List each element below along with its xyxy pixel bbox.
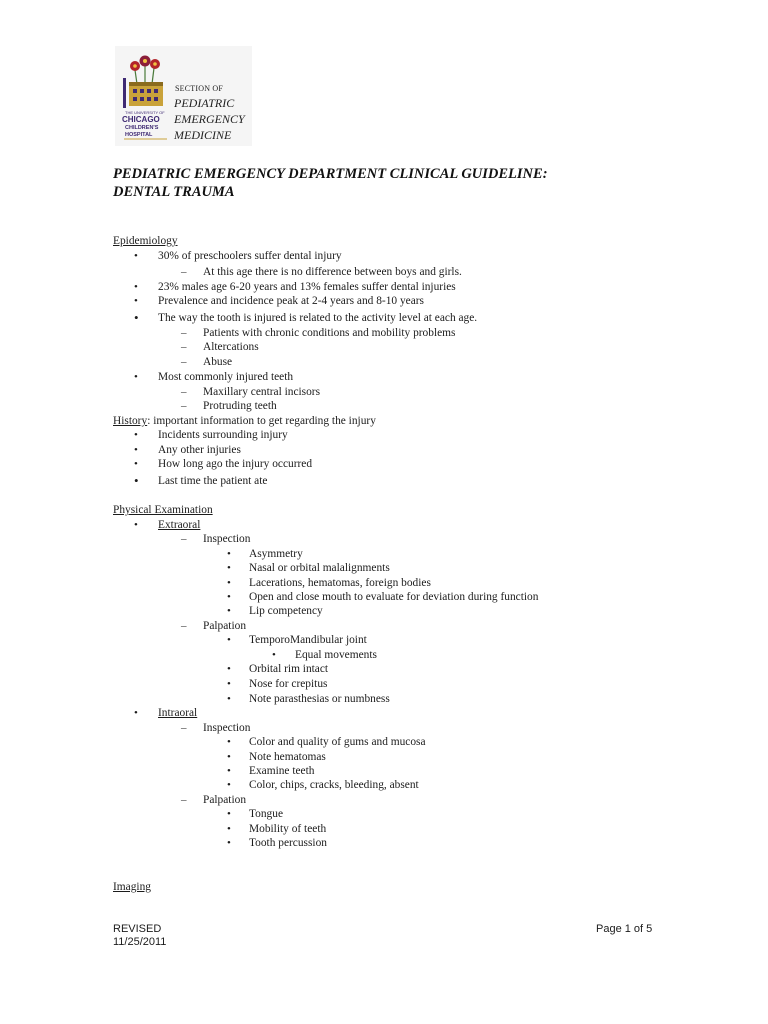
bullet-marker: •	[134, 295, 138, 307]
list-item: Any other injuries	[158, 444, 241, 456]
bullet-marker: •	[227, 736, 231, 748]
bullet-marker: •	[227, 577, 231, 589]
bullet-marker: •	[227, 548, 231, 560]
list-item: Nose for crepitus	[249, 678, 328, 690]
list-item: Tooth percussion	[249, 837, 327, 849]
document-title-line: PEDIATRIC EMERGENCY DEPARTMENT CLINICAL GUIDELINE:	[113, 166, 548, 182]
list-item: Color and quality of gums and mucosa	[249, 736, 426, 748]
dash-marker: –	[181, 327, 187, 339]
bullet-marker: •	[227, 779, 231, 791]
header-logo-block	[115, 46, 252, 146]
list-item: Most commonly injured teeth	[158, 371, 294, 383]
bullet-marker: •	[134, 281, 138, 293]
list-item: Palpation	[203, 620, 247, 632]
history-heading: History	[113, 415, 148, 427]
dash-marker: –	[181, 341, 187, 353]
list-item: Orbital rim intact	[249, 663, 329, 675]
bullet-marker: •	[134, 458, 138, 470]
bullet-marker: •	[227, 765, 231, 777]
bullet-marker: •	[227, 678, 231, 690]
list-item: TemporoMandibular joint	[249, 634, 367, 646]
dash-marker: –	[181, 722, 187, 734]
list-item: Last time the patient ate	[158, 475, 268, 487]
dash-marker: –	[181, 620, 187, 632]
bullet-marker: •	[134, 371, 138, 383]
dash-marker: –	[181, 386, 187, 398]
page-number: Page 1 of 5	[596, 923, 653, 935]
bullet-marker: •	[272, 649, 276, 661]
bullet-marker: •	[227, 634, 231, 646]
bullet-marker: •	[227, 693, 231, 705]
list-item: Patients with chronic conditions and mobility problems	[203, 327, 456, 339]
bullet-marker: •	[134, 707, 138, 719]
logo-text-line-3: CHILDREN'S	[125, 125, 159, 131]
section-title-line: MEDICINE	[174, 128, 232, 142]
bullet-marker: •	[134, 429, 138, 441]
logo-text-line-2: CHICAGO	[122, 115, 160, 124]
list-item: Inspection	[203, 722, 251, 734]
dash-marker: –	[181, 400, 187, 412]
history-intro: : important information to get regarding the injury	[147, 415, 376, 427]
intraoral-heading: Intraoral	[158, 707, 198, 719]
imaging-heading: Imaging	[113, 881, 151, 893]
list-item: Open and close mouth to evaluate for deviation during function	[249, 591, 539, 603]
section-title	[174, 95, 245, 143]
list-item: 30% of preschoolers suffer dental injury	[158, 250, 342, 262]
extraoral-heading: Extraoral	[158, 519, 201, 531]
physical-exam-heading: Physical Examination	[113, 504, 213, 516]
bullet-marker: •	[134, 310, 139, 325]
document-title	[113, 165, 633, 201]
list-item: Mobility of teeth	[249, 823, 327, 835]
dash-marker: –	[181, 356, 187, 368]
list-item: Asymmetry	[249, 548, 303, 560]
bullet-marker: •	[227, 837, 231, 849]
section-title-line: PEDIATRIC	[174, 96, 235, 110]
bullet-marker: •	[227, 591, 231, 603]
dash-marker: –	[181, 266, 187, 278]
footer-revised-date: 11/25/2011	[113, 936, 167, 948]
list-item: Equal movements	[295, 649, 377, 661]
bullet-marker: •	[227, 808, 231, 820]
dash-marker: –	[181, 794, 187, 806]
bullet-marker: •	[227, 823, 231, 835]
bullet-marker: •	[227, 562, 231, 574]
list-item: Palpation	[203, 794, 247, 806]
dash-marker: –	[181, 533, 187, 545]
hospital-logo	[121, 48, 177, 144]
list-item: Nasal or orbital malalignments	[249, 562, 390, 574]
logo-text-line-4: HOSPITAL	[125, 132, 153, 138]
bullet-marker: •	[227, 663, 231, 675]
footer-revised-label: REVISED	[113, 923, 162, 935]
list-item: The way the tooth is injured is related to the activity level at each age.	[158, 312, 478, 324]
list-item: Note hematomas	[249, 751, 326, 763]
list-item: Inspection	[203, 533, 251, 545]
bullet-marker: •	[227, 605, 231, 617]
list-item: How long ago the injury occurred	[158, 458, 313, 470]
list-item: Altercations	[203, 341, 259, 353]
bullet-marker: •	[134, 519, 138, 531]
logo-text-line-1: THE UNIVERSITY OF	[125, 110, 165, 115]
list-item: At this age there is no difference between boys and girls.	[203, 266, 462, 278]
section-title-line: EMERGENCY	[174, 112, 245, 126]
list-item: Color, chips, cracks, bleeding, absent	[249, 779, 419, 791]
list-item: Note parasthesias or numbness	[249, 693, 390, 705]
list-item: Protruding teeth	[203, 400, 277, 412]
list-item: Examine teeth	[249, 765, 315, 777]
list-item: Lip competency	[249, 605, 323, 617]
list-item: Incidents surrounding injury	[158, 429, 288, 441]
bullet-marker: •	[227, 751, 231, 763]
bullet-marker: •	[134, 250, 138, 262]
bullet-marker: •	[134, 473, 139, 488]
list-item: Lacerations, hematomas, foreign bodies	[249, 577, 431, 589]
history-heading-line	[113, 414, 376, 428]
list-item: Tongue	[249, 808, 283, 820]
list-item: 23% males age 6-20 years and 13% females suffer dental injuries	[158, 281, 456, 293]
section-label: SECTION OF	[175, 84, 224, 93]
epidemiology-heading: Epidemiology	[113, 235, 178, 247]
list-item: Prevalence and incidence peak at 2-4 years and 8-10 years	[158, 295, 424, 307]
document-title-line: DENTAL TRAUMA	[113, 184, 235, 200]
list-item: Maxillary central incisors	[203, 386, 321, 398]
bullet-marker: •	[134, 444, 138, 456]
list-item: Abuse	[203, 356, 233, 368]
